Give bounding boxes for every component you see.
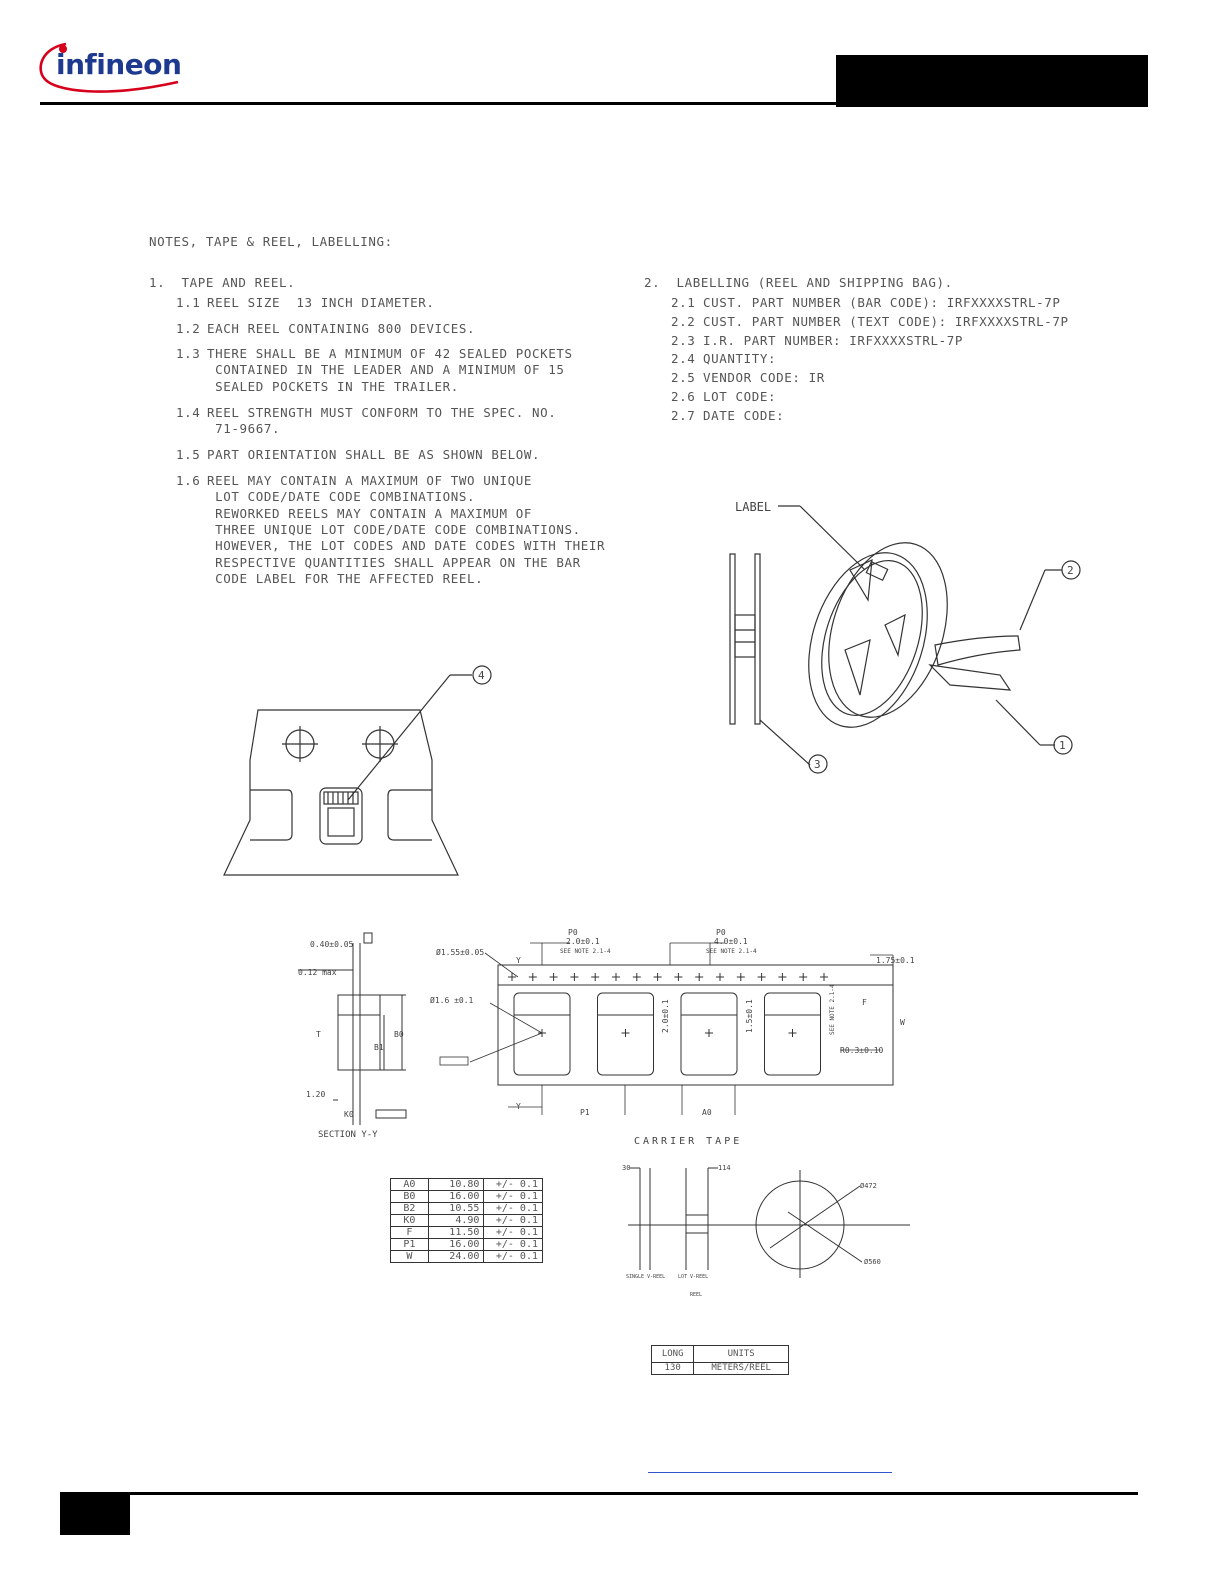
spec-val: 16.00 — [428, 1191, 484, 1203]
left-note-number: 1.2 — [176, 321, 201, 336]
right-note-number: 2.2 — [671, 313, 696, 329]
f-note: SEE NOTE 2.1-4 — [829, 984, 836, 1035]
header-rule — [40, 102, 837, 105]
section-t-dim: 0.40±0.05 — [310, 940, 354, 949]
left-note-number: 1.5 — [176, 447, 201, 462]
w-label: W — [900, 1018, 905, 1027]
spec-sym: K0 — [391, 1215, 429, 1227]
spec-sym: A0 — [391, 1179, 429, 1191]
footer-rule — [60, 1492, 1138, 1495]
spec-tol: +/- 0.1 — [484, 1239, 543, 1251]
long-header: LONG — [652, 1346, 694, 1363]
spec-sym: B2 — [391, 1203, 429, 1215]
spec-val: 11.50 — [428, 1227, 484, 1239]
right-note-text: CUST. PART NUMBER (BAR CODE): IRFXXXXSTRL-7P — [703, 295, 1061, 310]
notes-left-title: 1. TAPE AND REEL. — [149, 275, 296, 290]
right-note-number: 2.4 — [671, 351, 696, 367]
spec-val: 10.80 — [428, 1179, 484, 1191]
section-k0: K0 — [344, 1110, 354, 1119]
spec-row — [391, 1203, 543, 1215]
reel-caption: REEL — [690, 1292, 703, 1298]
right-note-text: VENDOR CODE: IR — [703, 370, 825, 386]
y-label-top: Y — [516, 956, 521, 965]
left-note-line: REEL MAY CONTAIN A MAXIMUM OF TWO UNIQUE — [207, 473, 533, 488]
dim-2: 2.0±0.1 — [661, 999, 670, 1033]
left-note-line: 71-9667. — [207, 421, 281, 437]
section-120: 1.20 — [306, 1090, 326, 1099]
section-b1: B1 — [374, 1043, 384, 1052]
dim-114: 114 — [718, 1164, 731, 1172]
end-view-label: LOT V-REEL — [678, 1274, 709, 1280]
p0-value: 2.0±0.1 — [566, 937, 600, 946]
spec-row — [391, 1251, 543, 1263]
right-note-text: CUST. PART NUMBER (TEXT CODE): IRFXXXXSTRL-7P — [703, 313, 1069, 329]
units-value: METERS/REEL — [694, 1363, 789, 1375]
left-note-number: 1.4 — [176, 405, 201, 420]
carrier-tape-figure — [430, 925, 920, 1150]
p0b-value: 4.0±0.1 — [714, 937, 748, 946]
dim-472: Ø472 — [860, 1182, 877, 1190]
pocket-diameter: Ø1.6 ±0.1 — [430, 996, 474, 1005]
spec-row — [391, 1179, 543, 1191]
radius-dim: R0.3±0.10 — [840, 1046, 884, 1055]
y-label-bottom: Y — [516, 1102, 521, 1111]
left-note-line: LOT CODE/DATE CODE COMBINATIONS. — [207, 489, 476, 505]
spec-sym: W — [391, 1251, 429, 1263]
callout-1: 1 — [1059, 739, 1066, 752]
p1-label: P1 — [580, 1108, 590, 1117]
spec-sym: P1 — [391, 1239, 429, 1251]
right-note-text: QUANTITY: — [703, 351, 777, 367]
long-units-table — [651, 1345, 789, 1375]
spec-tol: +/- 0.1 — [484, 1203, 543, 1215]
callout-4: 4 — [478, 669, 485, 682]
dim-560: Ø560 — [864, 1258, 881, 1266]
part-orientation-figure — [220, 660, 500, 880]
left-note-line: SEALED POCKETS IN THE TRAILER. — [207, 378, 459, 394]
section-yy-figure — [298, 925, 428, 1140]
footer-link-underline[interactable] — [648, 1472, 892, 1473]
spec-tol: +/- 0.1 — [484, 1215, 543, 1227]
hole-diameter: Ø1.55±0.05 — [436, 948, 485, 957]
left-note-line: REWORKED REELS MAY CONTAIN A MAXIMUM OF — [207, 505, 533, 521]
spec-sym: B0 — [391, 1191, 429, 1203]
spec-val: 24.00 — [428, 1251, 484, 1263]
spec-row — [391, 1227, 543, 1239]
left-note-line: RESPECTIVE QUANTITIES SHALL APPEAR ON THE BAR — [207, 554, 581, 570]
notes-heading: NOTES, TAPE & REEL, LABELLING: — [149, 234, 393, 249]
right-note-number: 2.5 — [671, 370, 696, 386]
callout-3: 3 — [814, 758, 821, 771]
spec-tol: +/- 0.1 — [484, 1251, 543, 1263]
spec-val: 4.90 — [428, 1215, 484, 1227]
left-note-line: EACH REEL CONTAINING 800 DEVICES. — [207, 321, 476, 336]
logo-text: infineon — [56, 48, 182, 81]
spec-row — [391, 1239, 543, 1251]
spec-val: 10.55 — [428, 1203, 484, 1215]
notes-right-title: 2. LABELLING (REEL AND SHIPPING BAG). — [644, 275, 953, 290]
footer-page-box — [60, 1495, 130, 1535]
spec-row — [391, 1191, 543, 1203]
left-note-line: THREE UNIQUE LOT CODE/DATE CODE COMBINATIONS. — [207, 521, 581, 537]
right-note-number: 2.3 — [671, 332, 696, 348]
left-note-line: HOWEVER, THE LOT CODES AND DATE CODES WITH THEIR — [207, 538, 606, 554]
side-view-label: SINGLE V-REEL — [626, 1274, 666, 1280]
p0b-label: P0 — [716, 928, 726, 937]
left-note-line: CODE LABEL FOR THE AFFECTED REEL. — [207, 570, 484, 586]
spec-tol: +/- 0.1 — [484, 1227, 543, 1239]
spec-tol: +/- 0.1 — [484, 1191, 543, 1203]
section-b0: B0 — [394, 1030, 404, 1039]
reel-dimension-figure — [620, 1160, 920, 1305]
spec-table — [390, 1178, 543, 1263]
section-max-dim: 0.12 max — [298, 968, 337, 977]
right-note-number: 2.6 — [671, 389, 696, 404]
spec-val: 16.00 — [428, 1239, 484, 1251]
section-title: SECTION Y-Y — [318, 1130, 378, 1140]
section-t-label: T — [316, 1030, 321, 1039]
dim-30: 30 — [622, 1164, 631, 1172]
reel-figure — [700, 490, 1100, 780]
left-note-line: PART ORIENTATION SHALL BE AS SHOWN BELOW. — [207, 447, 541, 462]
right-note-text: LOT CODE: — [703, 389, 777, 404]
right-note-text: I.R. PART NUMBER: IRFXXXXSTRL-7P — [703, 332, 964, 348]
f-label: F — [862, 998, 867, 1007]
left-note-line: REEL STRENGTH MUST CONFORM TO THE SPEC. NO. — [207, 405, 557, 420]
spec-sym: F — [391, 1227, 429, 1239]
spec-tol: +/- 0.1 — [484, 1179, 543, 1191]
right-note-text: DATE CODE: — [703, 407, 785, 423]
p0-note: SEE NOTE 2.1-4 — [560, 948, 611, 955]
reel-label-text: LABEL — [735, 500, 772, 514]
left-note-line: REEL SIZE 13 INCH DIAMETER. — [207, 295, 435, 310]
p0b-note: SEE NOTE 2.1-4 — [706, 948, 757, 955]
p0-label: P0 — [568, 928, 578, 937]
left-note-line: CONTAINED IN THE LEADER AND A MINIMUM OF 15 — [207, 362, 565, 378]
dim-15: 1.5±0.1 — [745, 999, 754, 1033]
long-value: 130 — [652, 1363, 694, 1375]
right-note-number: 2.7 — [671, 407, 696, 423]
spec-row — [391, 1215, 543, 1227]
carrier-title: CARRIER TAPE — [634, 1136, 743, 1147]
left-note-number: 1.1 — [176, 295, 201, 310]
infineon-logo — [36, 38, 186, 100]
header-black-bar — [836, 55, 1148, 107]
left-note-number: 1.6 — [176, 473, 201, 488]
left-note-line: THERE SHALL BE A MINIMUM OF 42 SEALED POCKETS — [207, 346, 573, 361]
a0-label: A0 — [702, 1108, 712, 1117]
left-note-number: 1.3 — [176, 346, 201, 361]
right-note-number: 2.1 — [671, 295, 696, 310]
units-header: UNITS — [694, 1346, 789, 1363]
callout-2: 2 — [1067, 564, 1074, 577]
thickness-dim: 1.75±0.1 — [876, 956, 915, 965]
